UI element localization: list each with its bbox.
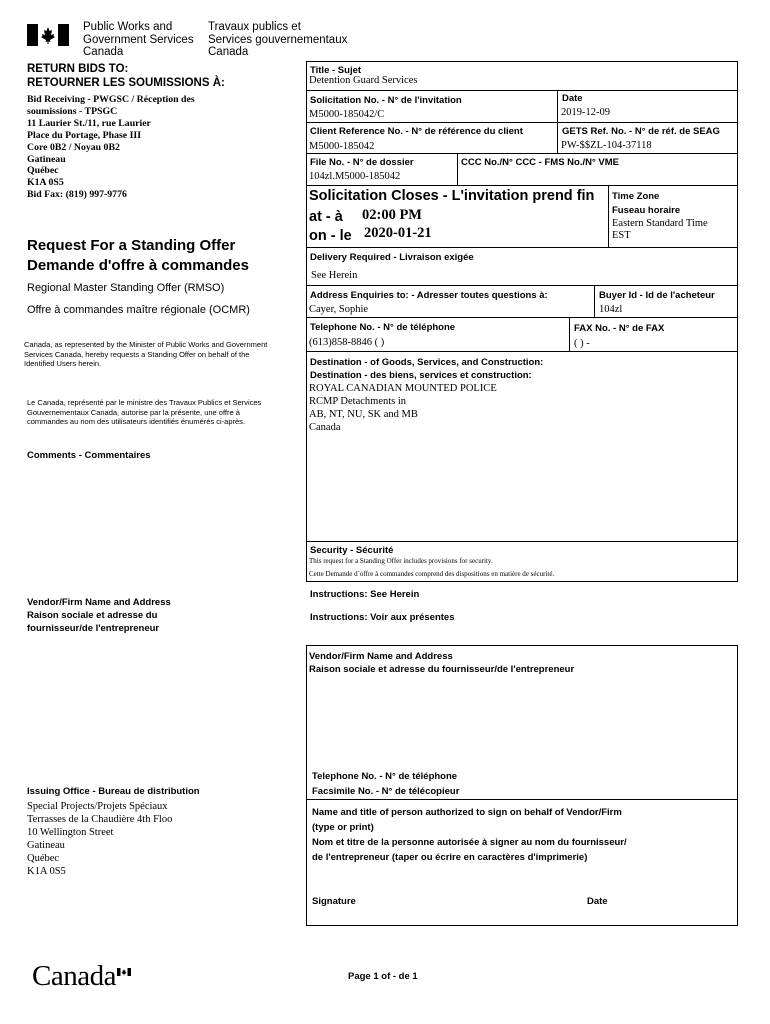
closing-time-value: 02:00 PM (362, 207, 422, 223)
page-number: Page 1 of - de 1 (348, 971, 418, 982)
solicitation-no-value: M5000-185042/C (309, 109, 385, 120)
delivery-value: See Herein (311, 270, 358, 281)
solicitation-closes-label: Solicitation Closes - L'invitation prend fin (309, 188, 595, 204)
delivery-label: Delivery Required - Livraison exigée (310, 252, 474, 263)
date-value: 2019-12-09 (561, 107, 610, 118)
fax-label: FAX No. - N° de FAX (574, 323, 665, 334)
gets-ref-value: PW-$$ZL-104-37118 (561, 140, 652, 151)
security-text-fr: Cette Demande d´offre à commandes comprend des dispositions en matière de sécurité. (309, 570, 555, 578)
security-text-en: This request for a Standing Offer includes provisions for security. (309, 557, 493, 565)
standing-offer-title: Request For a Standing Offer Demande d'offre à commandes (27, 237, 249, 274)
security-label: Security - Sécurité (310, 545, 394, 556)
signature-date-label: Date (587, 896, 608, 907)
canada-request-en: Canada, as represented by the Minister of Public Works and Government Services Canada, hereby requests a Standing Offer on behalf of the Identified Users herein. (24, 340, 268, 368)
file-no-value: 104zl.M5000-185042 (309, 171, 401, 182)
issuing-office-address: Special Projects/Projets Spéciaux Terrasses de la Chaudière 4th Floo 10 Wellington Street Gatineau Québec K1A 0S5 (27, 801, 173, 877)
wordmark-flag-icon (117, 963, 131, 981)
time-zone-value: Eastern Standard Time EST (612, 218, 708, 241)
rmso-label-fr: Offre à commandes maître régionale (OCMR) (27, 304, 250, 316)
at-label: at - à (309, 209, 343, 225)
comments-label: Comments - Commentaires (27, 450, 151, 461)
return-bids-title: RETURN BIDS TO: RETOURNER LES SOUMISSIONS À: (27, 63, 225, 89)
client-ref-label: Client Reference No. - N° de référence du client (310, 126, 523, 137)
vendor-box-label: Vendor/Firm Name and Address Raison sociale et adresse du fournisseur/de l'entrepreneur (309, 651, 575, 675)
instructions-fr: Instructions: Voir aux présentes (310, 612, 455, 623)
buyer-id-value: 104zl (599, 304, 623, 315)
title-value: Detention Guard Services (309, 75, 418, 86)
closing-date-value: 2020-01-21 (364, 225, 432, 241)
destination-value: ROYAL CANADIAN MOUNTED POLICE RCMP Detachments in AB, NT, NU, SK and MB Canada (309, 383, 497, 433)
gets-ref-label: GETS Ref. No. - N° de réf. de SEAG (562, 126, 720, 137)
canada-flag-icon (27, 24, 69, 46)
time-zone-label: Time Zone Fuseau horaire (612, 191, 681, 216)
rmso-label-en: Regional Master Standing Offer (RMSO) (27, 282, 225, 294)
canada-request-fr: Le Canada, représenté par le ministre des Travaux Publics et Services Gouvernementaux Canada, autorise par la présente, une offre à commandes au nom des utilisateurs identifiés énumérés ci-après. (27, 398, 262, 426)
dept-name-en: Public Works and Government Services Canada (83, 21, 194, 58)
fax-value: ( ) - (574, 338, 590, 349)
solicitation-no-label: Solicitation No. - N° de l'invitation (310, 95, 462, 106)
date-label: Date (562, 93, 583, 104)
canada-wordmark: Canada (32, 960, 116, 992)
signature-label: Signature (312, 896, 356, 907)
address-enquiries-value: Cayer, Sophie (309, 304, 369, 315)
buyer-id-label: Buyer Id - Id de l'acheteur (599, 290, 715, 301)
vendor-facsimile-label: Facsimile No. - N° de télécopieur (312, 786, 460, 797)
instructions-en: Instructions: See Herein (310, 589, 420, 600)
title-label: Title - Sujet (310, 65, 362, 76)
on-label: on - le (309, 228, 352, 244)
vendor-telephone-label: Telephone No. - N° de téléphone (312, 771, 458, 782)
authorized-person-label: Name and title of person authorized to sign on behalf of Vendor/Firm (type or print) Nom et titre de la personne autorisée à signer au nom du fournisseur/ de l'entrepreneur (taper ou écrire en caractères d'imprimerie) (312, 807, 627, 863)
vendor-label-left: Vendor/Firm Name and Address Raison sociale et adresse du fournisseur/de l'entrepreneur (27, 597, 171, 634)
issuing-office-label: Issuing Office - Bureau de distribution (27, 786, 200, 797)
destination-label: Destination - of Goods, Services, and Construction: Destination - des biens, services et construction: (310, 357, 544, 381)
file-no-label: File No. - N° de dossier (310, 157, 414, 168)
return-bids-address: Bid Receiving - PWGSC / Réception des soumissions - TPSGC 11 Laurier St./11, rue Laurier Place du Portage, Phase III Core 0B2 / Noyau 0B2 Gatineau Québec K1A 0S5 Bid Fax: (819) 997-9776 (27, 94, 195, 201)
telephone-value: (613)858-8846 ( ) (309, 337, 385, 348)
ccc-no-label: CCC No./N° CCC - FMS No./N° VME (461, 157, 620, 168)
address-enquiries-label: Address Enquiries to: - Adresser toutes questions à: (310, 290, 548, 301)
telephone-label: Telephone No. - N° de téléphone (310, 322, 456, 333)
dept-name-fr: Travaux publics et Services gouvernementaux Canada (208, 21, 348, 58)
client-ref-value: M5000-185042 (309, 141, 375, 152)
